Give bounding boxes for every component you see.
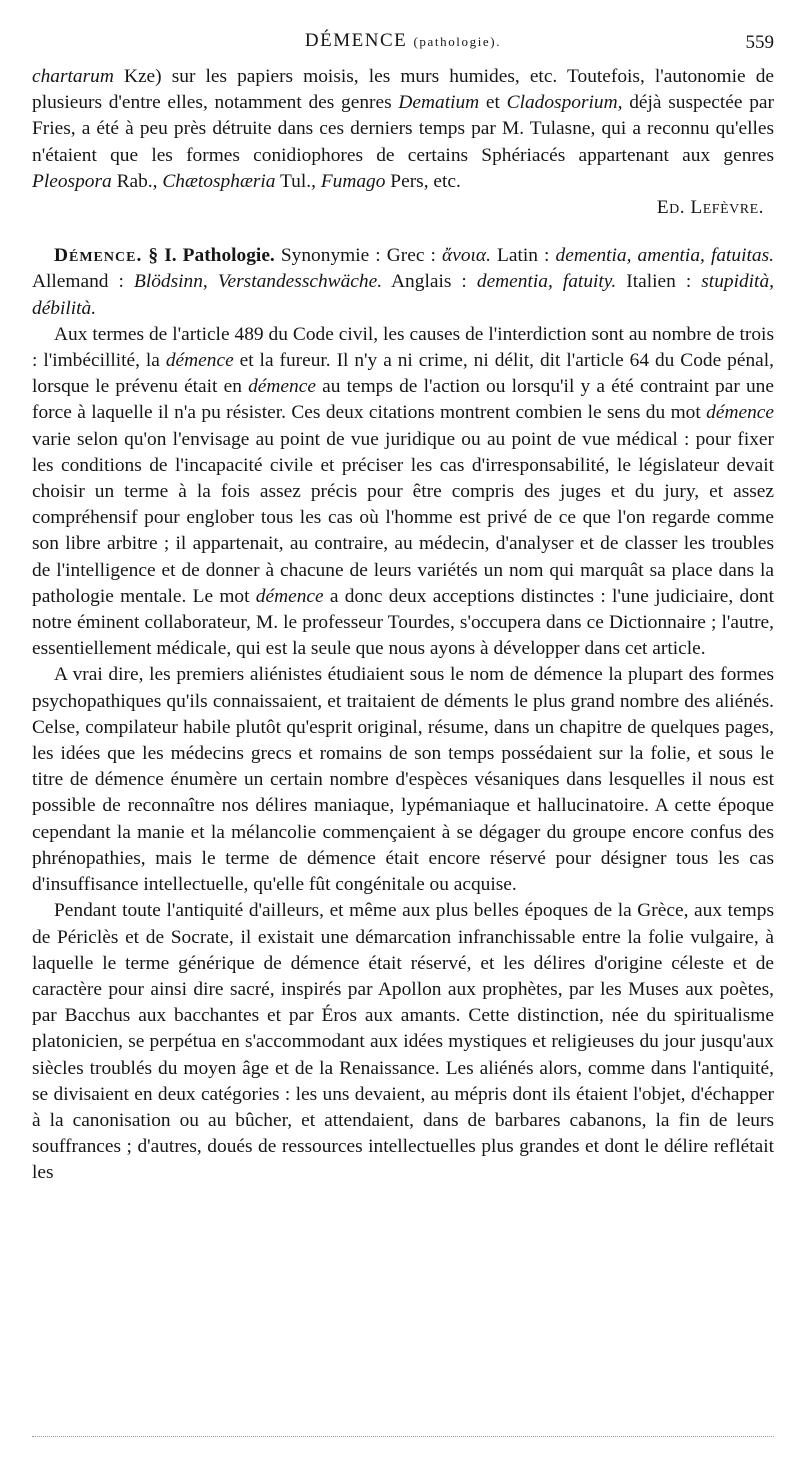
body-text <box>32 64 774 1187</box>
synonym-latin: dementia, amentia, fatuitas. <box>555 245 774 267</box>
text-run: varie selon qu'on l'envisage au point de vue juridique ou au point de vue médical : pour fixer les conditions de l'incapacité civile et préciser les cas d'irresponsabilité, le législateur devait choisir un terme à la fois assez précis pour être compris des juges et du jury, et assez compréhensif pour englober tous les cas où l'homme est privé de ce que l'on regarde comme son libre arbitre ; il appartenait, au contraire, au médecin, d'analyser et de classer les troubles de l'intelligence et de donner à chacune de leurs variétés un nom qui marquât sa place dans la pathologie mentale. Le mot <box>32 428 774 607</box>
synonym-greek: ἄνοια. <box>442 245 491 267</box>
page-header <box>32 24 774 58</box>
paragraph-continuation <box>32 64 774 195</box>
text-run: et la fureur. Il n'y a ni crime, ni délit, dit l'article 64 du Code pénal, lorsque le prévenu était en <box>32 350 774 398</box>
text-run: Tul., <box>275 170 321 192</box>
running-head-title: DÉMENCE <box>304 30 408 51</box>
running-head-subtitle: (pathologie). <box>413 34 502 49</box>
italic-term: Chætosphæria <box>162 170 276 192</box>
italic-term: Pleospora <box>32 170 112 192</box>
section-label: § I. Pathologie. <box>148 245 275 267</box>
text-run: Kze) sur les papiers moisis, les murs humides, etc. Toutefois, l'autonomie de plusieurs d'entre elles, notamment des genres <box>32 66 774 114</box>
italic-term: démence <box>255 585 324 607</box>
text-run: Synonymie : Grec : <box>274 245 443 267</box>
italic-term: Fumago <box>320 170 386 192</box>
paragraph-history: A vrai dire, les premiers aliénistes étudiaient sous le nom de démence la plupart des formes psychopathiques qu'ils connaissaient, et traitaient de déments le plus grand nombre des aliénés. Celse, compilateur habile plutôt qu'esprit original, résume, dans un chapitre de quelques pages, les idées que les médecins grecs et romains de son temps possédaient sur la folie, et sous le titre de démence énumère un certain nombre d'espèces vésaniques dans lesquelles il nous est possible de reconnaître nos délires maniaque, lypémaniaque et hallucinatoire. A cette époque cependant la manie et la mélancolie commençaient à se dégager du groupe encore confus des phrénopathies, mais le terme de démence était encore réservé pour désigner tous les cas d'insuffisance intellectuelle, qu'elle fût congénitale ou acquise. <box>32 664 774 896</box>
text-run: Rab., <box>111 170 163 192</box>
entry-headword: Démence. <box>54 245 143 267</box>
italic-term: démence <box>165 350 234 372</box>
text-run: Anglais : <box>382 271 477 293</box>
paragraph-legal-definition <box>32 322 774 663</box>
synonym-italian: stupidità, débilità. <box>32 271 774 319</box>
italic-term: démence <box>248 376 316 398</box>
italic-term: Cladosporium, <box>506 92 623 114</box>
text-run: a donc deux acceptions distinctes : l'une judiciaire, dont notre éminent collaborateur, M. le professeur Tourdes, s'occupera dans ce Dictionnaire ; l'autre, essentiellement médicale, qui est la seule que nous ayons à développer dans cet article. <box>32 585 774 660</box>
text-run: Pers, etc. <box>385 170 461 192</box>
text-run: Allemand : <box>32 271 134 293</box>
entry-heading <box>32 243 774 322</box>
synonym-english: dementia, fatuity. <box>476 271 617 293</box>
synonym-german: Blödsinn, Verstandesschwäche. <box>133 271 383 293</box>
italic-term: démence <box>706 402 774 424</box>
italic-term: Dematium <box>398 92 480 114</box>
page-number: 559 <box>745 32 774 53</box>
italic-term: chartarum <box>32 66 114 87</box>
text-run: Aux termes de l'article 489 du Code civil, les causes de l'interdiction sont au nombre de trois : l'imbécillité, la <box>32 323 774 372</box>
text-run: au temps de l'action ou lorsqu'il y a été contraint par une force à laquelle il n'a pu résister. Ces deux citations montrent combien le sens du mot <box>32 376 774 424</box>
footer-rule <box>32 1436 774 1437</box>
text-run: déjà suspectée par Fries, a été à peu près détruite dans ces derniers temps par M. Tulasne, qui a reconnu qu'elles n'étaient que les formes conidiophores de certains Sphériacés appartenant aux genres <box>32 92 774 166</box>
author-signature: Ed. Lefèvre. <box>656 197 764 219</box>
paragraph-antiquity: Pendant toute l'antiquité d'ailleurs, et même aux plus belles époques de la Grèce, aux temps de Périclès et de Socrate, il existait une démarcation infranchissable entre la folie vulgaire, à laquelle le terme générique de démence était réservé, et les délires d'origine céleste et de caractère pour ainsi dire sacré, inspirés par Apollon aux prophètes, par les Muses aux poètes, par Bacchus aux bacchantes et par Éros aux amants. Cette distinction, née du spiritualisme platonicien, se perpétua en s'accommodant aux idées mystiques et religieuses du jour jusqu'aux siècles troublés du moyen âge et de la Renaissance. Les aliénés alors, comme dans l'antiquité, se divisaient en deux catégories : les uns devaient, au mépris dont ils étaient l'objet, d'échapper à la canonisation ou au bûcher, et attendaient, dans de barbares cabanons, la fin de leurs souffrances ; d'autres, doués de ressources intellectuelles plus grandes et dont le délire reflétait les <box>32 900 774 1184</box>
text-run: et <box>479 92 507 114</box>
text-run: Latin : <box>490 245 556 267</box>
running-head <box>32 30 774 52</box>
text-run: Italien : <box>616 271 702 293</box>
